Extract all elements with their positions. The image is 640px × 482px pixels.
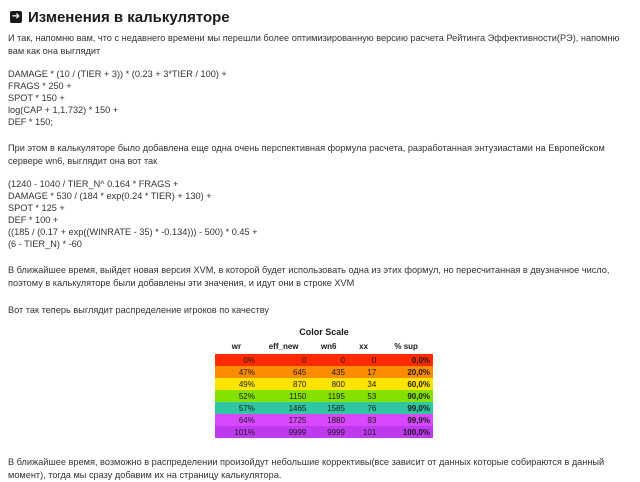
table-cell: 99,9% [379,414,433,426]
table-cell: 47% [215,366,258,378]
color-scale-table [215,325,433,438]
formula-line: (6 - TIER_N) * -60 [8,239,82,249]
table-cell: 64% [215,414,258,426]
column-header: wr [215,339,258,354]
table-cell: 34 [348,378,379,390]
table-cell: 101% [215,426,258,438]
table-cell: 93 [348,414,379,426]
formula-line: FRAGS * 250 + [8,81,72,91]
table-cell: 0 [309,354,348,367]
table-cell: 76 [348,402,379,414]
column-header: xx [348,339,379,354]
table-cell: 0,0% [379,354,433,367]
table-row [215,390,433,402]
table-cell: 1195 [309,390,348,402]
formula-line: SPOT * 125 + [8,203,65,213]
arrow-right-icon: ➜ [11,11,21,22]
formula-line: ((185 / (0.17 + exp((WINRATE - 35) * -0.134))) - 500) * 0.45 + [8,227,258,237]
table-cell: 101 [348,426,379,438]
table-cell: 645 [258,366,310,378]
table-cell: 52% [215,390,258,402]
formula-line: DAMAGE * (10 / (TIER + 3)) * (0.23 + 3*TIER / 100) + [8,69,227,79]
formula-line: (1240 - 1040 / TIER_N^ 0.164 * FRAGS + [8,179,179,189]
table-cell: 1465 [258,402,310,414]
article-heading [8,6,632,28]
table-row [215,366,433,378]
table-row [215,426,433,438]
formula-line: DEF * 150; [8,117,53,127]
column-header: wn6 [309,339,348,354]
formula-block-2 [8,178,632,250]
distribution-paragraph: Вот так теперь выглядит распределение игроков по качеству [8,305,269,315]
formula-line: DEF * 100 + [8,215,59,225]
table-cell: 1725 [258,414,310,426]
table-cell: 0 [348,354,379,367]
page-title: Изменения в калькуляторе [28,8,230,26]
table-cell: 17 [348,366,379,378]
table-cell: 435 [309,366,348,378]
table-cell: 20,0% [379,366,433,378]
formula-line: log(CAP + 1,1.732) * 150 + [8,105,119,115]
table-title: Color Scale [215,325,433,339]
table-cell: 53 [348,390,379,402]
table-cell: 870 [258,378,310,390]
table-cell: 0 [258,354,310,367]
formula-line: SPOT * 150 + [8,93,65,103]
table-header-row [215,339,433,354]
table-cell: 57% [215,402,258,414]
table-cell: 90,0% [379,390,433,402]
table-cell: 1150 [258,390,310,402]
table-row [215,378,433,390]
column-header: % sup [379,339,433,354]
formula2-intro-paragraph: При этом в калькуляторе было добавлена еще одна очень перспективная формула расчета, разработанная энтузиастами на Европейском сервере wn6, выглядит она вот так [8,143,605,166]
table-cell: 100,0% [379,426,433,438]
table-cell: 1585 [309,402,348,414]
table-cell: 1880 [309,414,348,426]
intro-paragraph: И так, напомню вам, что с недавнего времени мы перешли более оптимизированную версию расчета Рейтинга Эффективности(РЭ), напомню вам как она выглядит [8,33,620,56]
table-cell: 9999 [258,426,310,438]
table-row [215,354,433,367]
table-row [215,402,433,414]
table-cell: 800 [309,378,348,390]
formula-block-1 [8,68,632,128]
table-cell: 60,0% [379,378,433,390]
table-cell: 99,0% [379,402,433,414]
column-header: eff_new [258,339,310,354]
xvm-paragraph: В ближайшее время, выйдет новая версия XVM, в которой будет использовать одна из этих формул, но пересчитанная в двузначное число, поэтому в калькуляторе были добавлены эти значения, и идут они в строке XVM [8,265,610,288]
table-cell: 9999 [309,426,348,438]
color-scale-table-wrap [215,325,433,438]
table-row [215,414,433,426]
formula-line: DAMAGE * 530 / (184 * exp(0.24 * TIER) + 130) + [8,191,212,201]
closing-paragraph: В ближайшее время, возможно в распределении произойдут небольшие коррективы(все зависит от данных которые собираются в данный момент), тогда мы сразу добавим их на страницу калькулятора. [8,457,605,480]
table-cell: 0% [215,354,258,367]
table-cell: 49% [215,378,258,390]
